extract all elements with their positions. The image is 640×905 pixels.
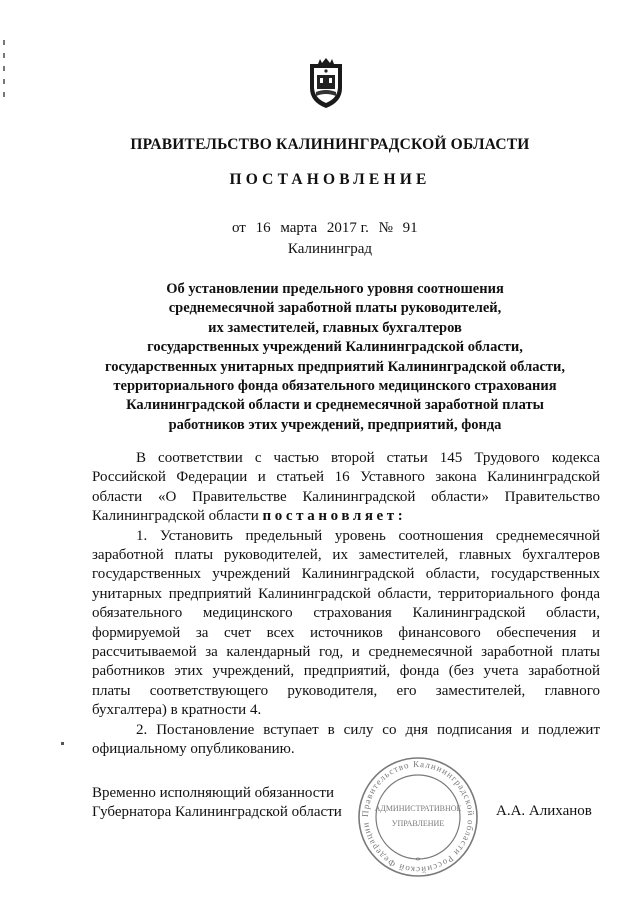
heading-line: их заместителей, главных бухгалтеров [208, 319, 462, 336]
stamp-inner-line-1: АДМИНИСТРАТИВНОЕ [374, 804, 462, 813]
decree-heading [90, 280, 580, 435]
resolves-word: постановляет: [262, 508, 407, 525]
decree-body [92, 449, 600, 760]
position-line-1: Временно исполняющий обязанности [92, 785, 335, 801]
heading-line: Калининградской области и среднемесячной заработной платы [126, 397, 544, 414]
date-prefix: от [232, 220, 246, 236]
position-line-2: Губернатора Калининградской области [92, 804, 342, 821]
heading-line: среднемесячной заработной платы руководителей, [168, 300, 502, 317]
decree-date-line [232, 220, 424, 237]
heading-line: государственных унитарных предприятий Калининградской области, [104, 358, 565, 375]
date-day: 16 [255, 220, 271, 236]
date-year: 2017 г. [326, 220, 369, 236]
item-2: 2. Постановление вступает в силу со дня подписания и подлежит официальному опубликованию. [92, 721, 600, 758]
stamp-outer-text: Правительство Калининградской области Российской Федерации [359, 758, 477, 876]
preamble-paragraph [92, 449, 600, 527]
date-month: марта [280, 220, 318, 236]
document-type: ПОСТАНОВЛЕНИЕ [229, 171, 431, 188]
heading-line: государственных учреждений Калининградской области, [147, 339, 523, 356]
official-stamp [357, 756, 479, 878]
coat-of-arms-icon [304, 58, 348, 110]
margin-marks [3, 40, 9, 105]
scan-mark [61, 742, 64, 745]
signatory-position [92, 784, 342, 823]
government-name: ПРАВИТЕЛЬСТВО КАЛИНИНГРАДСКОЙ ОБЛАСТИ [130, 136, 530, 153]
signatory-name: А.А. Алиханов [496, 803, 592, 819]
heading-line: работников этих учреждений, предприятий, фонда [168, 416, 502, 433]
heading-line: территориального фонда обязательного медицинского страхования [113, 378, 557, 395]
heading-line: Об установлении предельного уровня соотношения [166, 281, 504, 297]
decree-number: 91 [402, 220, 418, 236]
number-sign: № [378, 220, 393, 236]
stamp-inner-line-2: УПРАВЛЕНИЕ [391, 819, 445, 828]
preamble-text: В соответствии с частью второй статьи 145 Трудового кодекса Российской Федерации и статьей 16 Уставного закона Калининградской области «О Правительстве Калининградской области» Правительство Калининградской области [92, 450, 600, 525]
city: Калининград [287, 241, 373, 257]
item-1: 1. Установить предельный уровень соотношения среднемесячной заработной платы руководителей, их заместителей, главных бухгалтеров государственных учреждений Калининградской области, государственных унитарных предприятий Калининградской области, территориального фонда обязательного медицинского страхования Калининградской области, формируемой за счет всех источников финансового обеспечения и рассчитываемой за календарный год, и среднемесячной заработной платы работников этих учреждений, предприятий, фонда (без учета заработной платы соответствующего руководителя, его заместителей, главного бухгалтера) в кратности 4. [92, 527, 600, 719]
stamp-star: * [415, 855, 421, 867]
